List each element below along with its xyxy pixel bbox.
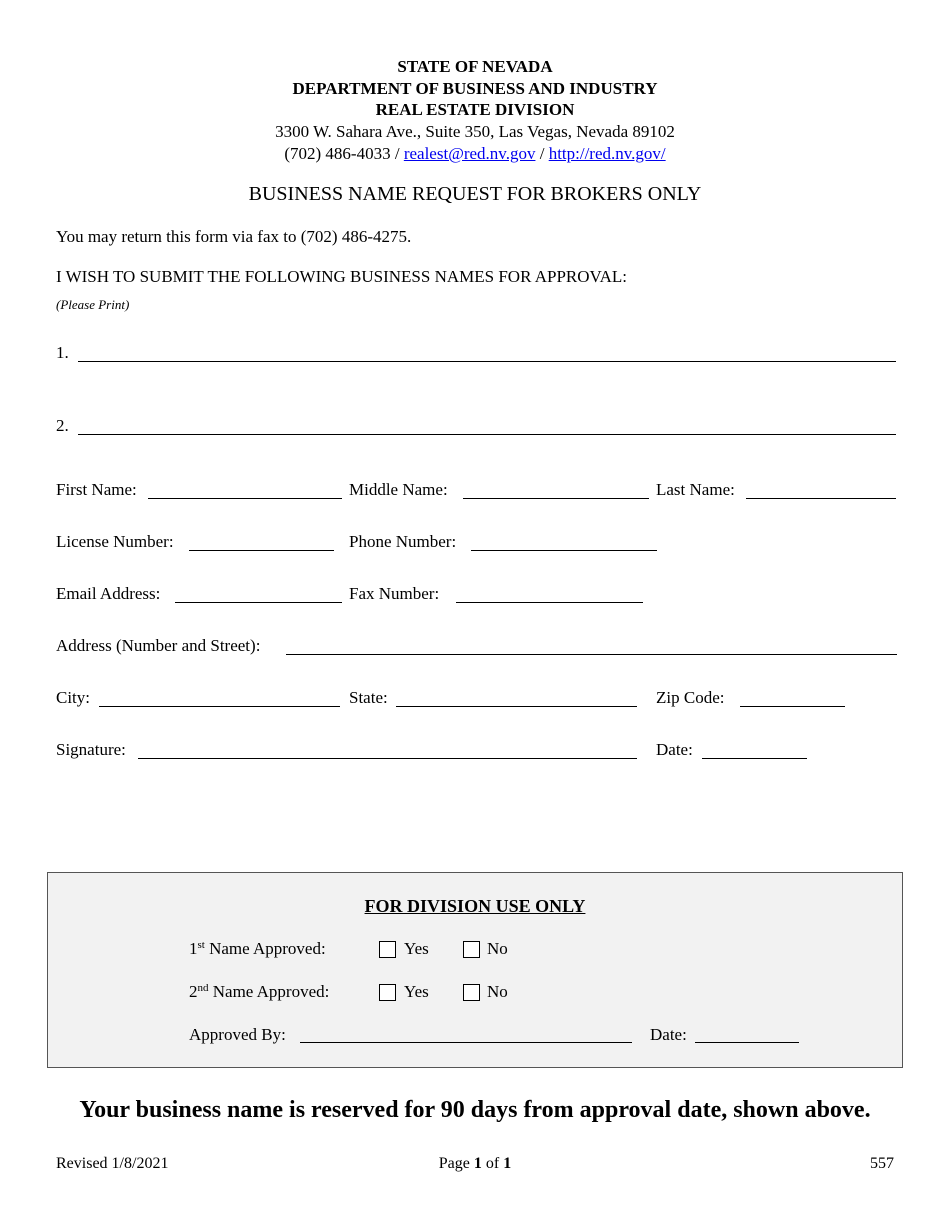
approved-by-field[interactable] [300,1042,632,1043]
license-number-label: License Number: [56,532,174,551]
division-date-field[interactable] [695,1042,799,1043]
approved-by-label: Approved By: [189,1025,286,1044]
fax-number-label: Fax Number: [349,584,440,603]
agency-contact [0,144,950,164]
first-approved-no-checkbox[interactable] [463,941,480,958]
second-name-approved-label: 2nd Name Approved: [189,982,330,1001]
middle-name-field[interactable] [463,498,649,499]
state-field[interactable] [396,706,637,707]
second-approved-yes-label: Yes [404,982,429,1001]
contact-separator: / [394,144,400,163]
business-name-2-field[interactable] [78,434,896,435]
agency-email-link[interactable]: realest@red.nv.gov [403,144,536,163]
division-use-title: FOR DIVISION USE ONLY [364,896,586,916]
second-approved-no-label: No [487,982,508,1001]
city-label: City: [56,688,91,707]
agency-state: STATE OF NEVADA [397,57,553,76]
middle-name-label: Middle Name: [349,480,448,499]
instruction-text: I WISH TO SUBMIT THE FOLLOWING BUSINESS NAMES FOR APPROVAL: [56,267,628,286]
city-field[interactable] [99,706,340,707]
email-address-label: Email Address: [56,584,161,603]
last-name-label: Last Name: [656,480,735,499]
first-name-label: First Name: [56,480,137,499]
state-label: State: [349,688,388,707]
form-title: BUSINESS NAME REQUEST FOR BROKERS ONLY [248,183,702,205]
second-approved-no-checkbox[interactable] [463,984,480,1001]
agency-website-link[interactable]: http://red.nv.gov/ [548,144,666,163]
business-name-1-field[interactable] [78,361,896,362]
first-name-approved-label: 1st Name Approved: [189,939,326,958]
signature-label: Signature: [56,740,126,759]
first-approved-no-label: No [487,939,508,958]
business-name-2-label: 2. [56,416,69,435]
date-field[interactable] [702,758,807,759]
print-note: (Please Print) [56,297,130,312]
revised-date: Revised 1/8/2021 [56,1155,169,1172]
street-address-field[interactable] [286,654,897,655]
fax-number-field[interactable] [456,602,643,603]
first-name-field[interactable] [148,498,342,499]
email-address-field[interactable] [175,602,342,603]
zip-code-field[interactable] [740,706,845,707]
division-date-label: Date: [650,1025,687,1044]
first-approved-yes-checkbox[interactable] [379,941,396,958]
page-number: Page 1 of 1 [438,1155,512,1172]
first-approved-yes-label: Yes [404,939,429,958]
phone-number-field[interactable] [471,550,657,551]
agency-department: DEPARTMENT OF BUSINESS AND INDUSTRY [292,79,658,98]
phone-number-label: Phone Number: [349,532,457,551]
form-number: 557 [870,1155,894,1172]
reservation-notice: Your business name is reserved for 90 days from approval date, shown above. [79,1097,871,1123]
date-label: Date: [656,740,693,759]
street-address-label: Address (Number and Street): [56,636,261,655]
zip-code-label: Zip Code: [656,688,725,707]
signature-field[interactable] [138,758,637,759]
agency-phone: (702) 486-4033 [284,144,391,163]
agency-division: REAL ESTATE DIVISION [375,100,575,119]
agency-address: 3300 W. Sahara Ave., Suite 350, Las Vegas, Nevada 89102 [275,122,675,141]
contact-separator-2: / [539,144,545,163]
fax-note: You may return this form via fax to (702) 486-4275. [56,227,412,246]
license-number-field[interactable] [189,550,334,551]
business-name-1-label: 1. [56,343,69,362]
last-name-field[interactable] [746,498,896,499]
second-approved-yes-checkbox[interactable] [379,984,396,1001]
